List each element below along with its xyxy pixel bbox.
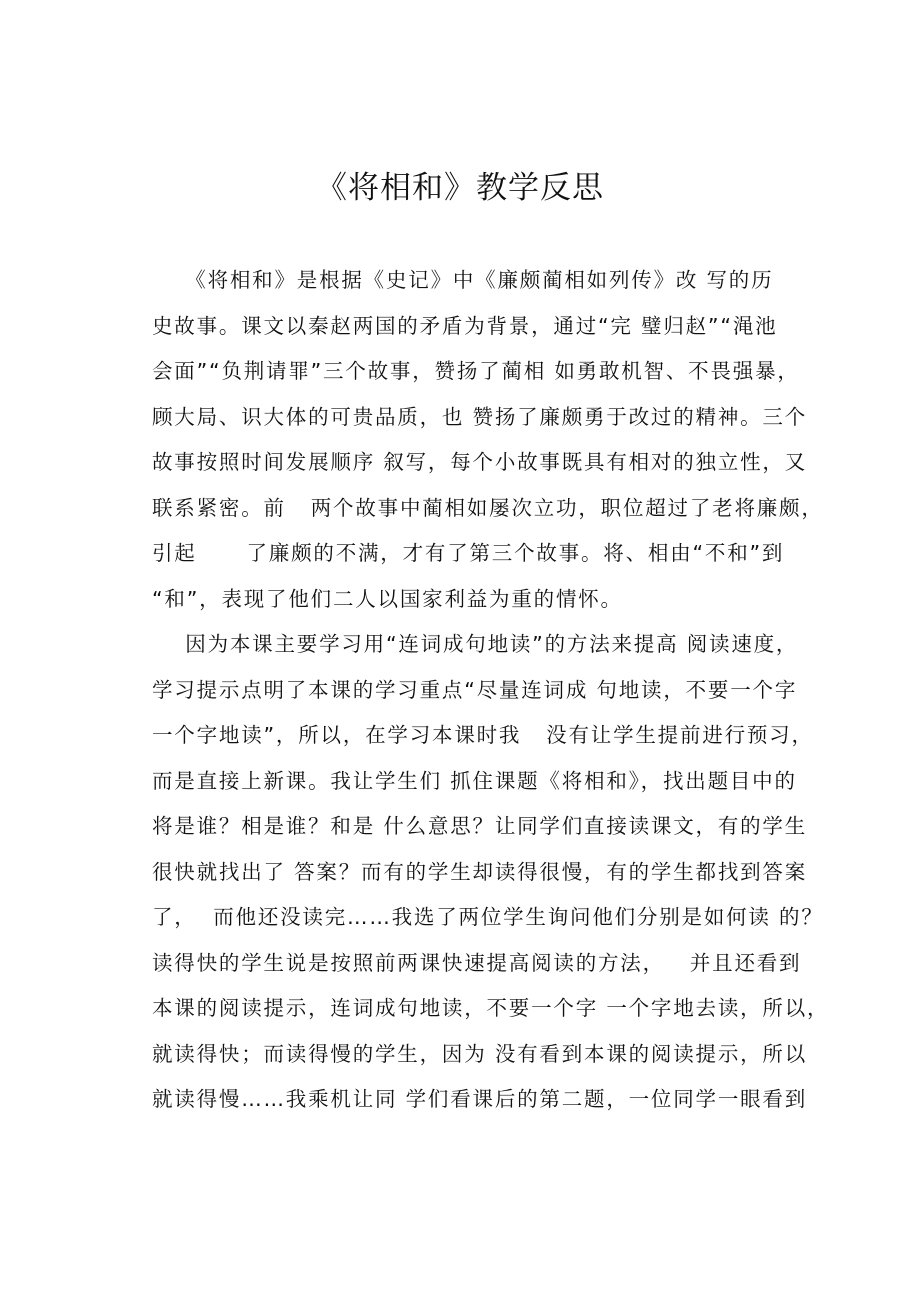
text-line: 读得快的学生说是按照前两课快速提高阅读的方法， 并且还看到 (152, 951, 802, 975)
text-line: 联系紧密。前 两个故事中蔺相如屡次立功，职位超过了老将廉颇， (152, 496, 824, 520)
text-line: 故事按照时间发展顺序 叙写，每个小故事既具有相对的独立性，又 (152, 450, 808, 474)
text-line: 《将相和》是根据《史记》中《廉颇蔺相如列传》改 写的历 (152, 268, 774, 292)
text-line: 顾大局、识大体的可贵品质，也 赞扬了廉颇勇于改过的精神。三个 (152, 405, 808, 429)
text-line: 而是直接上新课。我让学生们 抓住课题《将相和》，找出题目中的 (152, 769, 797, 793)
text-line: 因为本课主要学习用“连词成句地读”的方法来提高 阅读速度， (152, 632, 799, 656)
text-line: 本课的阅读提示，连词成句地读，不要一个字 一个字地去读，所以， (152, 996, 830, 1020)
text-line: 一个字地读”，所以，在学习本课时我 没有让学生提前进行预习， (152, 723, 814, 747)
text-line: 就读得快；而读得慢的学生，因为 没有看到本课的阅读提示，所以 (152, 1042, 808, 1066)
text-line: 学习提示点明了本课的学习重点“尽量连词成 句地读，不要一个字 (152, 678, 798, 702)
text-line: 会面”“负荆请罪”三个故事，赞扬了蔺相 如勇敢机智、不畏强暴， (152, 359, 800, 383)
text-line: “和”，表现了他们二人以国家利益为重的情怀。 (152, 587, 623, 611)
text-line: 史故事。课文以秦赵两国的矛盾为背景，通过“完 璧归赵”“渑池 (152, 314, 778, 338)
document-title: 《将相和》教学反思 (316, 170, 604, 206)
text-line: 了， 而他还没读完……我选了两位学生询问他们分别是如何读 的？ (152, 905, 824, 929)
text-line: 将是谁？相是谁？和是 什么意思？让同学们直接读课文，有的学生 (152, 814, 808, 838)
text-line: 引起 了廉颇的不满，才有了第三个故事。将、相由“不和”到 (152, 541, 785, 565)
text-line: 就读得慢……我乘机让同 学们看课后的第二题，一位同学一眼看到 (152, 1087, 808, 1111)
text-line: 很快就找出了 答案？而有的学生却读得很慢，有的学生都找到答案 (152, 860, 808, 884)
